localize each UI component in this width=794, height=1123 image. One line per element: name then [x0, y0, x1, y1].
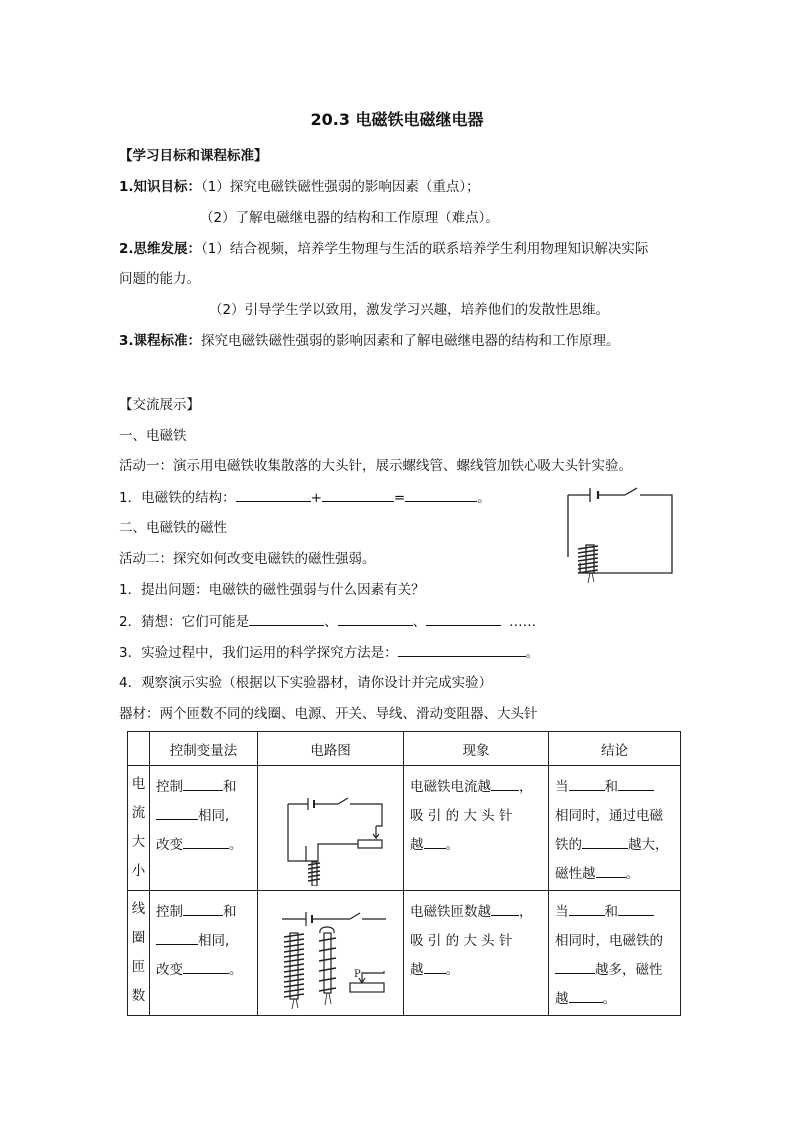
curriculum-standard	[119, 332, 620, 350]
blank[interactable]	[405, 488, 477, 502]
knowledge-text-1: （1）探究电磁铁磁性强弱的影响因素（重点）；	[201, 179, 480, 195]
section-1-title: 一、电磁铁	[119, 428, 187, 444]
current-circuit-diagram	[258, 766, 404, 886]
cell-text: 越大，	[628, 837, 669, 853]
blank[interactable]	[596, 863, 626, 878]
curriculum-text: 探究电磁铁磁性强弱的影响因素和了解电磁继电器的结构和工作原理。	[201, 333, 620, 349]
activity-1: 活动一：演示用电磁铁收集散落的大头针，展示螺线管、螺线管加铁心吸大头针实验。	[119, 458, 632, 474]
blank[interactable]	[183, 959, 229, 974]
cell-text: 。	[229, 962, 243, 978]
table-row	[128, 766, 681, 891]
blank[interactable]	[249, 612, 324, 626]
circuit-cell	[258, 766, 404, 891]
header-conclusion: 结论	[549, 732, 681, 766]
question-structure-text: 1．电磁铁的结构：	[119, 490, 236, 506]
blank[interactable]	[236, 488, 311, 502]
cell-text: 控制	[156, 779, 183, 795]
blank[interactable]	[183, 901, 223, 916]
row-label-char: 电	[131, 776, 146, 792]
step-method	[119, 643, 539, 662]
goals-heading: 【学习目标和课程标准】	[119, 148, 268, 164]
page-title: 20.3 电磁铁电磁继电器	[310, 110, 484, 129]
comma: 、	[324, 614, 338, 630]
cell-text: 和	[223, 904, 237, 920]
cell-text: 。	[445, 837, 459, 853]
cell-text: 越	[555, 991, 569, 1007]
blank[interactable]	[322, 488, 394, 502]
blank[interactable]	[569, 988, 603, 1003]
section-2-title: 二、电磁铁的磁性	[119, 520, 227, 536]
control-cell	[150, 891, 258, 1016]
phenomenon-cell	[404, 766, 549, 891]
row-label-char: 流	[131, 805, 146, 821]
circuit-cell	[258, 891, 404, 1016]
comma: 、	[412, 614, 427, 630]
conclusion-cell	[549, 891, 681, 1016]
table-header-row	[128, 732, 681, 766]
cell-text: ，	[519, 904, 533, 920]
rheostat-slider-label: P	[354, 969, 361, 980]
cell-text: 相同,	[198, 933, 230, 949]
row-label-char: 小	[131, 863, 146, 879]
cell-text: 电磁铁匝数越	[410, 904, 491, 920]
blank[interactable]	[424, 834, 446, 849]
table-corner	[128, 732, 150, 766]
ellipsis: ……	[509, 614, 537, 630]
step-question: 1．提出问题：电磁铁的磁性强弱与什么因素有关？	[119, 582, 425, 598]
blank[interactable]	[569, 776, 605, 791]
blank[interactable]	[156, 930, 198, 945]
equals-sign: =	[393, 490, 406, 506]
cell-text: 和	[604, 904, 618, 920]
blank[interactable]	[183, 776, 223, 791]
thinking-label: 2.思维发展：	[119, 241, 202, 257]
cell-text: 相同时，电磁铁的	[555, 933, 663, 949]
period: 。	[477, 490, 491, 506]
phenomenon-cell	[404, 891, 549, 1016]
row-label-turns	[128, 891, 150, 1016]
row-label-char: 数	[131, 988, 146, 1004]
blank[interactable]	[618, 776, 654, 791]
header-phenomenon: 现象	[404, 732, 549, 766]
cell-text: 。	[602, 991, 616, 1007]
cell-text: 越	[410, 962, 424, 978]
plus-sign: +	[310, 490, 322, 506]
cell-text: 越	[410, 837, 424, 853]
cell-text: 相同时，通过电磁	[555, 808, 663, 824]
header-circuit: 电路图	[258, 732, 404, 766]
cell-text: 。	[229, 837, 243, 853]
blank[interactable]	[491, 901, 519, 916]
cell-text: 改变	[156, 837, 183, 853]
cell-text: 和	[604, 779, 618, 795]
cell-text: ，	[519, 779, 533, 795]
electromagnet-circuit-diagram	[560, 485, 680, 585]
cell-text: 越多，磁性	[595, 962, 663, 978]
conclusion-cell	[549, 766, 681, 891]
cell-text: 改变	[156, 962, 183, 978]
cell-text: 控制	[156, 904, 183, 920]
cell-text: 吸 引 的 大 头 针	[410, 808, 513, 824]
knowledge-label: 1.知识目标：	[119, 179, 202, 195]
row-label-char: 圈	[131, 930, 146, 946]
thinking-text-1a: （1）结合视频，培养学生物理与生活的联系培养学生利用物理知识解决实际	[201, 241, 649, 257]
thinking-text-1b: 问题的能力。	[119, 271, 200, 287]
curriculum-label: 3.课程标准：	[119, 333, 202, 349]
blank[interactable]	[569, 901, 605, 916]
blank[interactable]	[555, 959, 595, 974]
cell-text: 相同,	[198, 808, 230, 824]
cell-text: 。	[625, 866, 639, 882]
thinking-goal-2: （2）引导学生学以致用，激发学习兴趣，培养他们的发散性思维。	[209, 302, 610, 318]
step-observe: 4．观察演示实验（根据以下实验器材，请你设计并完成实验）	[119, 675, 493, 691]
cell-text: 和	[223, 779, 237, 795]
question-structure	[119, 488, 491, 507]
materials: 器材：两个匝数不同的线圈、电源、开关、导线、滑动变阻器、大头针	[119, 706, 538, 722]
thinking-goal-1	[119, 240, 648, 258]
experiment-table	[127, 731, 681, 1016]
blank[interactable]	[426, 612, 501, 626]
row-label-char: 匝	[131, 959, 146, 975]
cell-text: 磁性越	[555, 866, 596, 882]
cell-text: 铁的	[555, 837, 582, 853]
turns-circuit-diagram	[258, 891, 404, 1011]
blank[interactable]	[398, 643, 526, 657]
activity-2: 活动二：探究如何改变电磁铁的磁性强弱。	[119, 551, 376, 567]
row-label-current	[128, 766, 150, 891]
cell-text: 电磁铁电流越	[410, 779, 491, 795]
control-cell	[150, 766, 258, 891]
blank[interactable]	[491, 776, 519, 791]
cell-text: 当	[555, 779, 569, 795]
blank[interactable]	[424, 959, 446, 974]
step-method-text: 3．实验过程中，我们运用的科学探究方法是：	[119, 645, 398, 661]
cell-text: 当	[555, 904, 569, 920]
knowledge-goal-1	[119, 178, 480, 196]
cell-text: 。	[445, 962, 459, 978]
table-row	[128, 891, 681, 1016]
step-guess-text: 2．猜想：它们可能是	[119, 614, 250, 630]
knowledge-goal-2: （2）了解电磁继电器的结构和工作原理（难点）。	[200, 210, 499, 226]
row-label-char: 大	[131, 834, 146, 850]
blank[interactable]	[156, 805, 198, 820]
blank[interactable]	[183, 834, 229, 849]
exchange-heading: 【交流展示】	[119, 397, 200, 413]
blank[interactable]	[582, 834, 628, 849]
blank[interactable]	[618, 901, 654, 916]
blank[interactable]	[338, 612, 413, 626]
step-guess	[119, 612, 536, 631]
period: 。	[525, 645, 540, 661]
row-label-char: 线	[131, 901, 146, 917]
header-control: 控制变量法	[150, 732, 258, 766]
cell-text: 吸 引 的 大 头 针	[410, 933, 513, 949]
